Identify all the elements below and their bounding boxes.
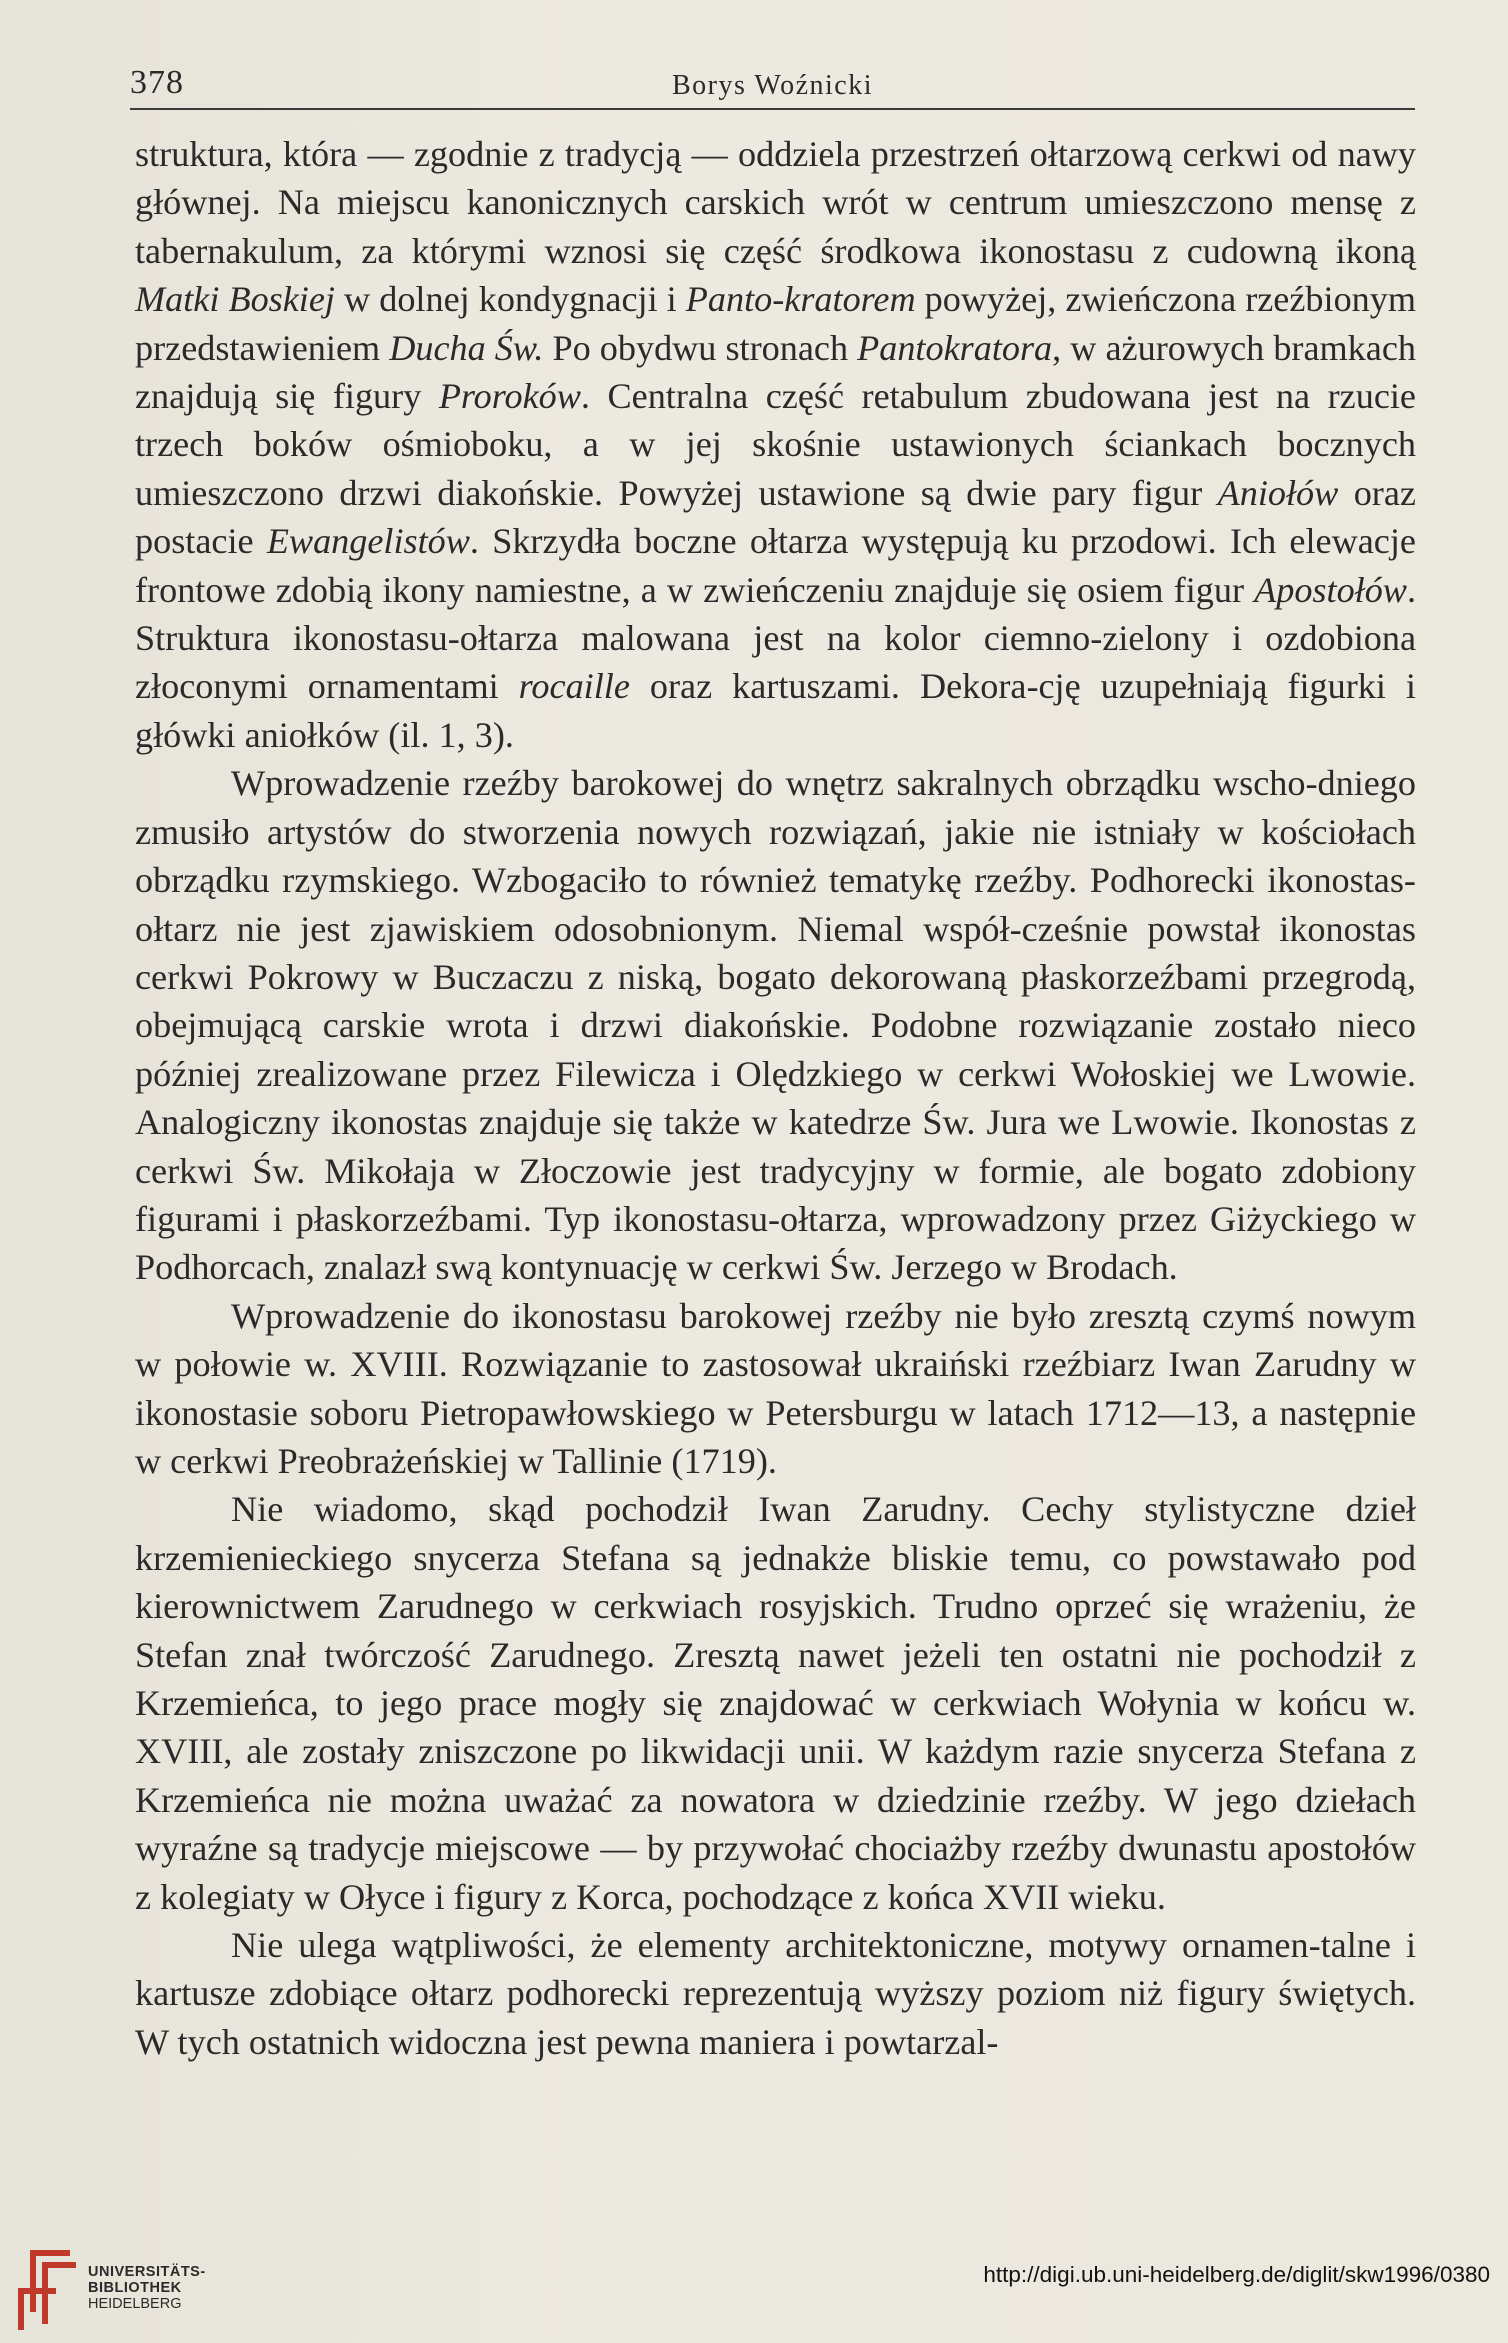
paragraph: Wprowadzenie rzeźby barokowej do wnętrz sakralnych obrządku wscho-dniego zmusiło artystów do stworzenia nowych rozwiązań, jakie nie istniały w kościołach obrządku rzymskiego. Wzbogaciło to również tematykę rzeźby. Podhorecki ikonostas-ołtarz nie jest zjawiskiem odosobnionym. Niemal współ-cześnie powstał ikonostas cerkwi Pokrowy w Buczaczu z niską, bogato dekorowaną płaskorzeźbami przegrodą, obejmującą carskie wrota i drzwi diakońskie. Podobne rozwiązanie zostało nieco później zrealizowane przez Filewicza i Olędzkiego w cerkwi Wołoskiej we Lwowie. Analogiczny ikonostas znajduje się także w katedrze Św. Jura we Lwowie. Ikonostas z cerkwi Św. Mikołaja w Złoczowie jest tradycyjny w formie, ale bogato zdobiony figurami i płaskorzeźbami. Typ ikonostasu-ołtarza, wprowadzony przez Giżyckiego w Podhorcach, znalazł swą kontynuację w cerkwi Św. Jerzego w Brodach.: [135, 763, 1416, 1288]
paragraph: Nie wiadomo, skąd pochodził Iwan Zarudny. Cechy stylistyczne dzieł krzemienieckiego snycerza Stefana są jednakże bliskie temu, co powstawało pod kierownictwem Zarudnego w cerkwiach rosyjskich. Trudno oprzeć się wrażeniu, że Stefan znał twórczość Zarudnego. Zresztą nawet jeżeli ten ostatni nie pochodził z Krzemieńca, to jego prace mogły się znajdować w cerkwiach Wołynia w końcu w. XVIII, ale zostały zniszczone po likwidacji unii. W każdym razie snycerza Stefana z Krzemieńca nie można uważać za nowatora w dziedzinie rzeźby. W jego dziełach wyraźne są tradycje miejscowe — by przywołać chociażby rzeźby dwunastu apostołów z kolegiaty w Ołyce i figury z Korca, pochodzące z końca XVII wieku.: [135, 1489, 1416, 1917]
paragraph: struktura, która — zgodnie z tradycją — oddziela przestrzeń ołtarzową cerkwi od nawy głównej. Na miejscu kanonicznych carskich wrót w centrum umieszczono mensę z tabernakulum, za którymi wznosi się część środkowa ikonostasu z cudowną ikoną Matki Boskiej w dolnej kondygnacji i Panto-kratorem powyżej, zwieńczona rzeźbionym przedstawieniem Ducha Św. Po obydwu stronach Pantokratora, w ażurowych bramkach znajdują się figury Proroków. Centralna część retabulum zbudowana jest na rzucie trzech boków ośmioboku, a w jej skośnie ustawionych ściankach bocznych umieszczono drzwi diakońskie. Powyżej ustawione są dwie pary figur Aniołów oraz postacie Ewangelistów. Skrzydła boczne ołtarza występują ku przodowi. Ich elewacje frontowe zdobią ikony namiestne, a w zwieńczeniu znajduje się osiem figur Apostołów. Struktura ikonostasu-ołtarza malowana jest na kolor ciemno-zielony i ozdobiona złoconymi ornamentami rocaille oraz kartuszami. Dekora-cję uzupełniają figurki i główki aniołków (il. 1, 3).: [135, 134, 1417, 755]
source-url-link[interactable]: http://digi.ub.uni-heidelberg.de/diglit/skw1996/0380: [983, 2262, 1490, 2287]
library-logo-icon: [10, 2242, 80, 2332]
page-number: 378: [130, 64, 184, 101]
paragraph: Wprowadzenie do ikonostasu barokowej rzeźby nie było zresztą czymś nowym w połowie w. XVIII. Rozwiązanie to zastosował ukraiński rzeźbiarz Iwan Zarudny w ikonostasie soboru Pietropawłowskiego w Petersburgu w latach 1712—13, a następnie w cerkwi Preobrażeńskiej w Tallinie (1719).: [135, 1295, 1416, 1481]
page-footer: [0, 2230, 1508, 2343]
running-header: [130, 64, 1415, 110]
library-name-line1: UNIVERSITÄTS-: [88, 2264, 206, 2280]
paragraph: Nie ulega wątpliwości, że elementy architektoniczne, motywy ornamen-talne i kartusze zdobiące ołtarz podhorecki reprezentują wyższy poziom niż figury świętych. W tych ostatnich widoczna jest pewna maniera i powtarzal-: [135, 1925, 1416, 2062]
body-text: [135, 130, 1416, 2066]
running-title: Borys Woźnicki: [672, 70, 873, 101]
library-name-line3: HEIDELBERG: [88, 2296, 182, 2312]
library-name: [88, 2264, 206, 2312]
library-name-line2: BIBLIOTHEK: [88, 2280, 182, 2296]
